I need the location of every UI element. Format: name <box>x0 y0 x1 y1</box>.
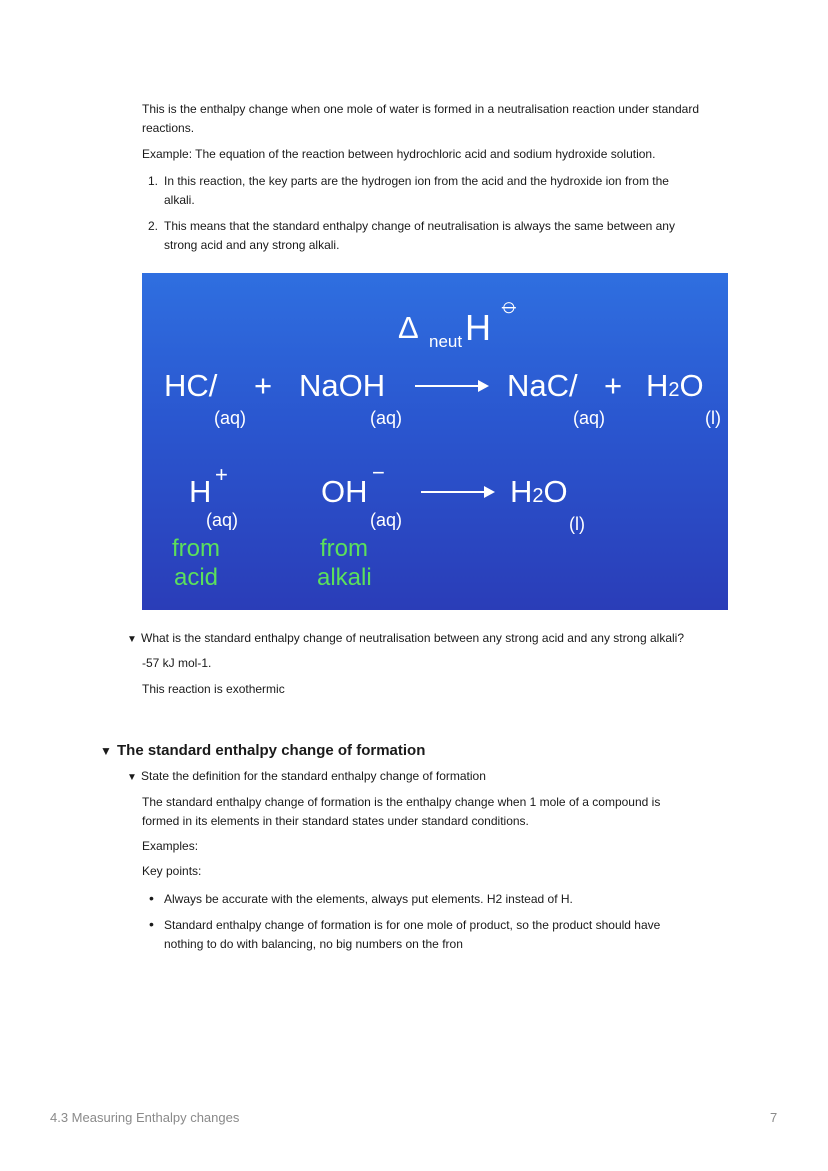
state-aq: (aq) <box>370 510 403 530</box>
bullet-2-line-2: nothing to do with balancing, no big numbers on the fron <box>164 937 463 951</box>
water-o: O <box>543 474 568 509</box>
water-subscript: 2 <box>532 485 544 507</box>
state-aq: (aq) <box>573 408 606 428</box>
footer-title: 4.3 Measuring Enthalpy changes <box>50 1110 240 1125</box>
list-number: 2. <box>148 219 159 233</box>
list-item-2-line-1: This means that the standard enthalpy change of neutralisation is always the same between any <box>164 219 675 233</box>
key-points-label: Key points: <box>142 864 202 878</box>
plus-charge: + <box>215 462 228 487</box>
water-h: H <box>646 368 669 403</box>
page-number: 7 <box>770 1110 778 1125</box>
state-l: (l) <box>705 408 721 428</box>
state-l: (l) <box>569 514 585 534</box>
bullet-icon: • <box>149 890 154 906</box>
water-h: H <box>510 474 533 509</box>
minus-charge: − <box>372 460 385 485</box>
reaction-arrow-icon <box>421 491 493 493</box>
hydroxide-ion: OH <box>321 474 368 509</box>
neutralisation-slide <box>142 273 728 610</box>
triangle-down-icon: ▼ <box>127 634 137 645</box>
naoh-formula: NaOH <box>299 368 386 403</box>
list-number: 1. <box>148 174 159 188</box>
example-text: Example: The equation of the reaction between hydrochloric acid and sodium hydroxide solution. <box>142 147 656 161</box>
exothermic-note: This reaction is exothermic <box>142 682 285 696</box>
bullet-1-text: Always be accurate with the elements, always put elements. H2 instead of H. <box>164 892 573 906</box>
nacl-formula: NaC/ <box>507 368 578 403</box>
from-acid-label-2: acid <box>174 564 219 591</box>
hydrogen-ion: H <box>189 474 212 509</box>
water-o: O <box>679 368 704 403</box>
answer-text: -57 kJ mol-1. <box>142 656 212 670</box>
from-acid-label: from <box>172 535 220 562</box>
state-aq: (aq) <box>214 408 247 428</box>
question-toggle[interactable] <box>127 629 684 649</box>
water-formula <box>646 369 704 407</box>
triangle-down-icon: ▼ <box>100 744 112 758</box>
section-heading-toggle[interactable] <box>100 741 425 761</box>
bullet-2-line-1: Standard enthalpy change of formation is for one mole of product, so the product should have <box>164 918 661 932</box>
list-item-1-line-2: alkali. <box>164 193 195 207</box>
neut-subscript: neut <box>429 332 463 351</box>
formation-definition-line-1: The standard enthalpy change of formation is the enthalpy change when 1 mole of a compound is <box>142 795 661 809</box>
question-text: What is the standard enthalpy change of neutralisation between any strong acid and any strong alkali? <box>141 631 685 645</box>
list-item-2-line-2: strong acid and any strong alkali. <box>164 238 340 252</box>
section-title: The standard enthalpy change of formation <box>117 742 426 759</box>
hcl-formula: HC/ <box>164 368 218 403</box>
definition-text: This is the enthalpy change when one mole of water is formed in a neutralisation reaction under standard reactions. <box>142 102 699 135</box>
bullet-icon: • <box>149 916 154 932</box>
delta-symbol: Δ <box>398 310 419 345</box>
from-alkali-label-2: alkali <box>317 564 372 591</box>
plus-sign: + <box>604 368 623 403</box>
standard-state-icon: ⦵ <box>498 289 520 319</box>
enthalpy-h: H <box>465 307 491 348</box>
plus-sign: + <box>254 368 273 403</box>
triangle-down-icon: ▼ <box>127 772 137 783</box>
from-alkali-label: from <box>320 535 368 562</box>
reaction-arrow-icon <box>415 385 487 387</box>
formation-definition-line-2: formed in its elements in their standard states under standard conditions. <box>142 814 529 828</box>
water-formula <box>510 475 568 513</box>
definition-toggle[interactable] <box>127 767 486 787</box>
state-aq: (aq) <box>370 408 403 428</box>
definition-question: State the definition for the standard enthalpy change of formation <box>141 769 486 783</box>
state-aq: (aq) <box>206 510 239 530</box>
list-item-1-line-1: In this reaction, the key parts are the hydrogen ion from the acid and the hydroxide ion from the <box>164 174 669 188</box>
examples-label: Examples: <box>142 839 199 853</box>
water-subscript: 2 <box>668 379 680 401</box>
